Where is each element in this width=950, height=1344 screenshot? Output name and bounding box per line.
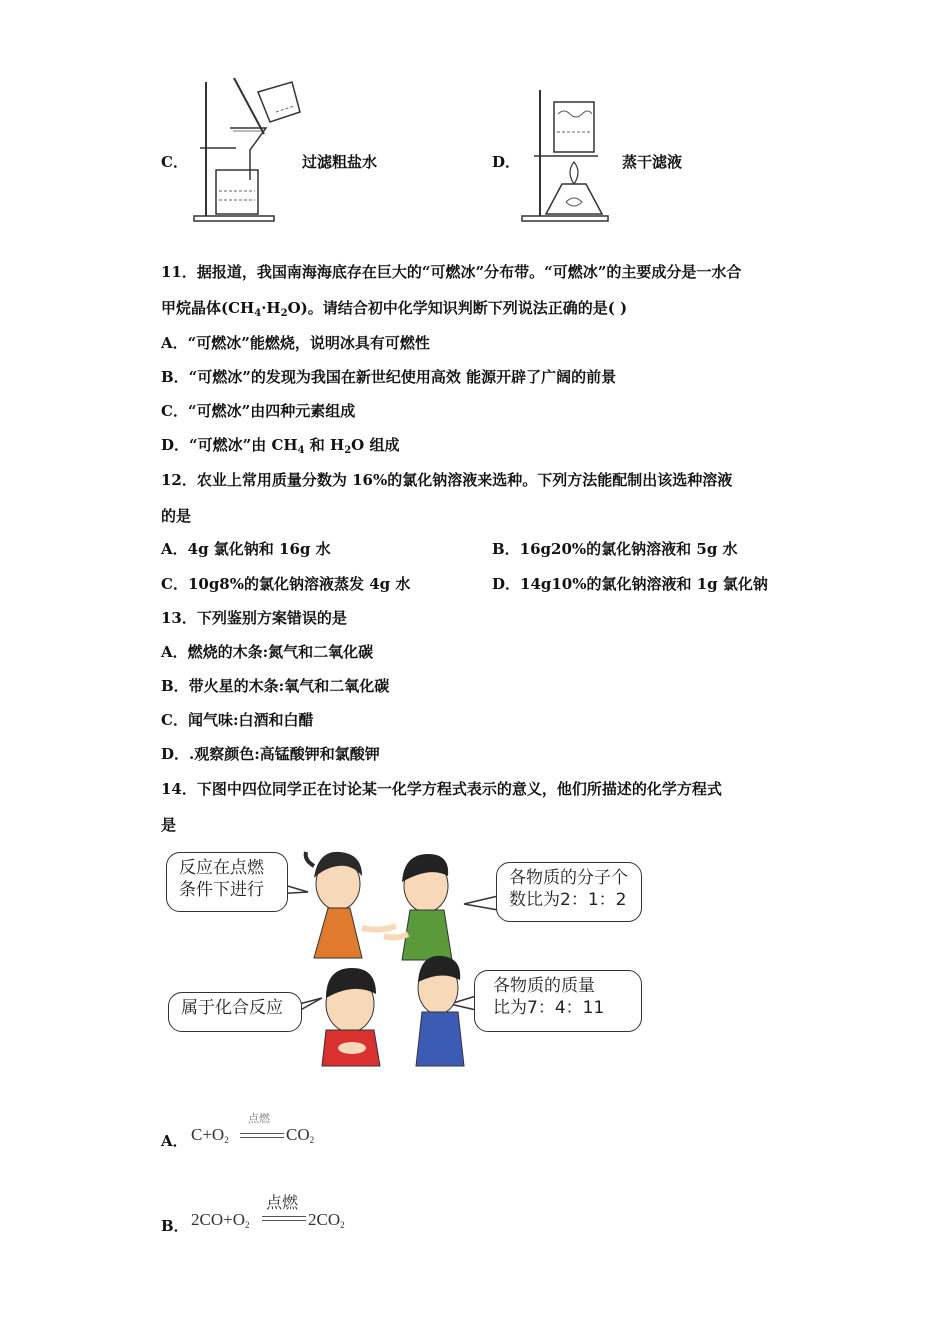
q13-option-c: C．闻气味:白酒和白醋 (161, 711, 314, 729)
q14-option-a-right: $CO_2$ (286, 1125, 315, 1145)
q12-option-c: C．10g8%的氯化钠溶液蒸发 4g 水 (161, 575, 411, 593)
q14-stem-line1: 14．下图中四位同学正在讨论某一化学方程式表示的意义，他们所描述的化学方程式 (161, 780, 722, 798)
speech-bubble-molecule-ratio: 各物质的分子个 数比为2：1：2 (496, 862, 642, 922)
q11-option-c: C．“可燃冰”由四种元素组成 (161, 402, 356, 420)
speech-bubble-condition: 反应在点燃 条件下进行 (166, 852, 288, 912)
option-d-caption: 蒸干滤液 (622, 153, 683, 171)
q14-option-b-left: $2CO+O_2$ (191, 1210, 250, 1230)
four-students-illustration (162, 848, 642, 1070)
option-c-caption: 过滤粗盐水 (302, 153, 378, 171)
evaporation-apparatus-illustration (518, 84, 618, 226)
q14-option-b-letter: B． (161, 1217, 189, 1235)
q12-stem-line1: 12．农业上常用质量分数为 16%的氯化钠溶液来选种。下列方法能配制出该选种溶液 (161, 471, 733, 489)
girl-figure (306, 852, 396, 958)
q14-stem-line2: 是 (161, 816, 177, 834)
q13-stem: 13．下列鉴别方案错误的是 (161, 609, 347, 627)
q12-option-d: D．14g10%的氯化钠溶液和 1g 氯化钠 (492, 575, 768, 593)
q14-option-b-condition: 点燃 (266, 1193, 299, 1212)
q14-option-a-left: $C+O_2$ (191, 1125, 229, 1145)
option-c-letter: C． (161, 153, 188, 171)
q14-option-b-right: $2CO_2$ (308, 1210, 345, 1230)
boy-figure-top (384, 854, 452, 960)
q12-option-a: A．4g 氯化钠和 16g 水 (161, 540, 331, 558)
speech-bubble-mass-ratio: 各物质的质量 比为7：4：11 (474, 970, 642, 1032)
q12-stem-line2: 的是 (161, 507, 192, 525)
q14-option-b-equals (262, 1216, 306, 1221)
q11-option-a: A．“可燃冰”能燃烧，说明冰具有可燃性 (161, 334, 430, 352)
q13-option-b: B．带火星的木条:氧气和二氧化碳 (161, 677, 390, 695)
q11-option-d: D．“可燃冰”由 $CH_4$ 和 $H_2O$ 组成 (161, 436, 400, 456)
q14-option-a-condition: 点燃 (248, 1112, 270, 1125)
q13-option-a: A．燃烧的木条:氮气和二氧化碳 (161, 643, 374, 661)
q14-option-a-equals (240, 1133, 284, 1138)
q11-stem-line1: 11．据报道，我国南海海底存在巨大的“可燃冰”分布带。“可燃冰”的主要成分是一水合 (161, 263, 742, 281)
speech-bubble-reaction-type: 属于化合反应 (168, 992, 302, 1032)
q14-option-a-letter: A． (161, 1132, 188, 1150)
q11-stem-line2: 甲烷晶体$(CH_4\cdot H_2O)$。请结合初中化学知识判断下列说法正确的是( ) (161, 299, 628, 319)
q12-option-b: B．16g20%的氯化钠溶液和 5g 水 (492, 540, 738, 558)
option-d-letter: D． (492, 153, 521, 171)
boy-figure-bottom-right (416, 956, 464, 1066)
boy-figure-bottom-left (322, 968, 380, 1066)
q11-option-b: B．“可燃冰”的发现为我国在新世纪使用高效 能源开辟了广阔的前景 (161, 368, 617, 386)
q13-option-d: D．.观察颜色:高锰酸钾和氯酸钾 (161, 745, 380, 763)
filtration-apparatus-illustration (188, 76, 308, 226)
